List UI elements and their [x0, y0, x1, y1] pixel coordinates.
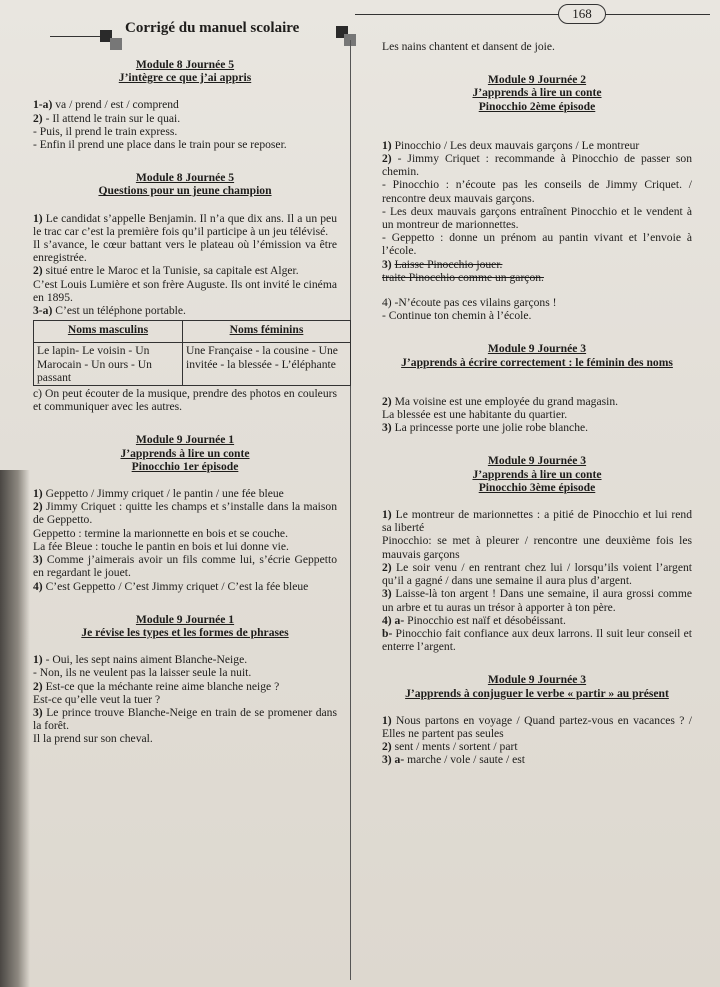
answer-line: b- Pinocchio fait confiance aux deux larrons. Il suit leur conseil et enterre l’argent. — [382, 626, 692, 654]
section-heading: J’intègre ce que j’ai appris — [118, 71, 252, 85]
section-body — [33, 212, 337, 414]
page-edge-shadow — [0, 470, 30, 987]
section-heading: J’apprends à lire un conte — [472, 467, 602, 481]
answer-line: 2) sent / ments / sortent / part — [382, 740, 518, 754]
answer-line: 1) Pinocchio / Les deux mauvais garçons / Le montreur — [382, 138, 640, 152]
table-cell: Une Française - la cousine - Une invitée - la blessée - L’éléphante — [182, 343, 350, 386]
answer-line: - Continue ton chemin à l’école. — [382, 309, 532, 323]
answer-line: 1) Le montreur de marionnettes : a pitié de Pinocchio et lui rend sa liberté — [382, 508, 692, 535]
section-title — [33, 433, 337, 473]
section-title — [33, 171, 337, 197]
answer-line: 4) -N’écoute pas ces vilains garçons ! — [382, 296, 557, 310]
section-heading: Je révise les types et les formes de phrases — [81, 625, 289, 639]
table-header: Noms masculins — [34, 321, 183, 343]
answer-line: Geppetto : termine la marionnette en bois et se couche. — [33, 526, 288, 540]
answer-line: 4) a- Pinocchio est naïf et désobéissant. — [382, 613, 566, 627]
answer-line — [382, 271, 692, 284]
section-title — [33, 58, 337, 84]
section-body — [382, 714, 692, 767]
answer-line: 1) Geppetto / Jimmy criquet / le pantin / une fée bleue — [33, 487, 284, 501]
answer-line: La blessée est une habitante du quartier. — [382, 408, 568, 422]
answer-line: 1-a) va / prend / est / comprend — [33, 98, 179, 112]
page-number: 168 — [558, 4, 606, 24]
section-title — [382, 673, 692, 699]
section-heading: Questions pour un jeune champion — [98, 184, 272, 198]
section-title — [33, 613, 337, 639]
section-module: Module 8 Journée 5 — [135, 171, 235, 185]
section-body — [33, 653, 337, 745]
section-heading: J’apprends à conjuguer le verbe « partir » au présent — [405, 686, 669, 700]
section-subheading: Pinocchio 3ème épisode — [478, 480, 596, 494]
answer-line: C’est Louis Lumière et son frère Auguste. Ils ont invité le cinéma en 1895. — [33, 277, 337, 304]
right-column — [382, 40, 692, 767]
answer-line: 3) a- marche / vole / saute / est — [382, 753, 525, 767]
answer-line: 1) Nous partons en voyage / Quand partez-vous en vacances ? / Elles ne partent pas seules — [382, 713, 692, 740]
struck-text: traite Pinocchio comme un garçon. — [382, 270, 544, 284]
answer-line: 3-a) C’est un téléphone portable. — [33, 304, 186, 318]
answer-line: La fée Bleue : touche le pantin en bois et lui donne vie. — [33, 539, 289, 553]
section-module: Module 8 Journée 5 — [135, 58, 235, 71]
page-header-title: Corrigé du manuel scolaire — [125, 20, 300, 36]
answer-line: - Geppetto : donne un prénom au pantin vivant et l’envoie à l’école. — [382, 231, 692, 258]
answer-line: - Puis, il prend le train express. — [33, 124, 178, 138]
section-body — [382, 395, 692, 435]
answer-line: - Pinocchio : n’écoute pas les conseils de Jimmy Criquet. / rencontre deux mauvais garçons. — [382, 178, 692, 205]
struck-text: Laisse Pinocchio jouer. — [394, 257, 503, 271]
column-divider — [350, 40, 351, 980]
answer-line: 2) Est-ce que la méchante reine aime blanche neige ? — [33, 679, 280, 693]
answer-line: Les nains chantent et dansent de joie. — [382, 40, 555, 53]
answer-line: 2) situé entre le Maroc et la Tunisie, sa capitale est Alger. — [33, 264, 299, 278]
left-column — [33, 58, 337, 746]
section-module: Module 9 Journée 1 — [135, 612, 235, 626]
section-title — [382, 454, 692, 494]
section-body — [33, 487, 337, 593]
section-body — [382, 139, 692, 323]
answer-line: 2) Jimmy Criquet : quitte les champs et s’installe dans la maison de Geppetto. — [33, 500, 337, 527]
section-body — [382, 508, 692, 653]
answer-line: 1) - Oui, les sept nains aiment Blanche-Neige. — [33, 653, 248, 667]
nouns-table — [33, 320, 351, 386]
section-title — [382, 73, 692, 113]
answer-line: - Non, ils ne veulent pas la laisser seule la nuit. — [33, 666, 252, 680]
answer-line: 2) - Jimmy Criquet : recommande à Pinocchio de passer son chemin. — [382, 152, 692, 179]
section-title — [382, 342, 692, 368]
answer-line: c) On peut écouter de la musique, prendre des photos en couleurs et communiquer avec les autres. — [33, 387, 337, 414]
section-module: Module 9 Journée 3 — [487, 673, 587, 687]
section-heading: J’apprends à lire un conte — [120, 446, 250, 460]
answer-line: 3) Laisse Pinocchio jouer. — [382, 257, 503, 271]
answer-line: 2) Le soir venu / en rentrant chez lui / lorsqu’ils voient l’argent qu’il a gagné / dans une semaine il aura plus d’argent. — [382, 560, 692, 588]
section-subheading: Pinocchio 1er épisode — [131, 459, 239, 473]
header-square-icon — [110, 38, 122, 50]
answer-line: 2) Ma voisine est une employée du grand magasin. — [382, 394, 619, 408]
table-header: Noms féminins — [182, 321, 350, 343]
section-module: Module 9 Journée 3 — [487, 342, 587, 356]
section-heading: J’apprends à lire un conte — [472, 86, 602, 100]
section-module: Module 9 Journée 1 — [135, 433, 235, 447]
answer-line: 3) Comme j’aimerais avoir un fils comme lui, s’écrie Geppetto en regardant le jouet. — [33, 553, 337, 580]
header-rule-right — [355, 14, 710, 15]
answer-line: 3) Laisse-là ton argent ! Dans une semaine, il aura grossi comme un arbre et tu auras un trésor à apporter à ton père. — [382, 587, 692, 614]
answer-line: 3) Le prince trouve Blanche-Neige en train de se promener dans la forêt. — [33, 705, 337, 733]
answer-line: 1) Le candidat s’appelle Benjamin. Il n’a que dix ans. Il a un peu le trac car c’est la première fois qu’il participe à un jeu télévisé. — [33, 211, 337, 238]
section-subheading: Pinocchio 2ème épisode — [478, 99, 596, 113]
answer-line: Il s’avance, le cœur battant vers le plateau où l’émission va être enregistrée. — [33, 238, 337, 265]
section-module: Module 9 Journée 3 — [487, 454, 587, 468]
section-heading: J’apprends à écrire correctement : le féminin des noms — [401, 355, 673, 369]
answer-line: 2) - Il attend le train sur le quai. — [33, 111, 181, 125]
answer-line: Est-ce qu’elle veut la tuer ? — [33, 692, 161, 706]
section-body — [33, 98, 337, 151]
section-module: Module 9 Journée 2 — [487, 73, 587, 87]
answer-line: - Les deux mauvais garçons entraînent Pinocchio et le vendent à un montreur de marionnettes. — [382, 204, 692, 232]
answer-line: Il la prend sur son cheval. — [33, 732, 153, 746]
table-cell: Le lapin- Le voisin - Un Marocain - Un ours - Un passant — [34, 343, 183, 386]
answer-line: 4) C’est Geppetto / C’est Jimmy criquet / C’est la fée bleue — [33, 579, 309, 593]
answer-line: 3) La princesse porte une jolie robe blanche. — [382, 421, 589, 435]
answer-line: - Enfin il prend une place dans le train pour se reposer. — [33, 138, 287, 152]
answer-line: Pinocchio: se met à pleurer / rencontre une deuxième fois les mauvais garçons — [382, 534, 692, 561]
